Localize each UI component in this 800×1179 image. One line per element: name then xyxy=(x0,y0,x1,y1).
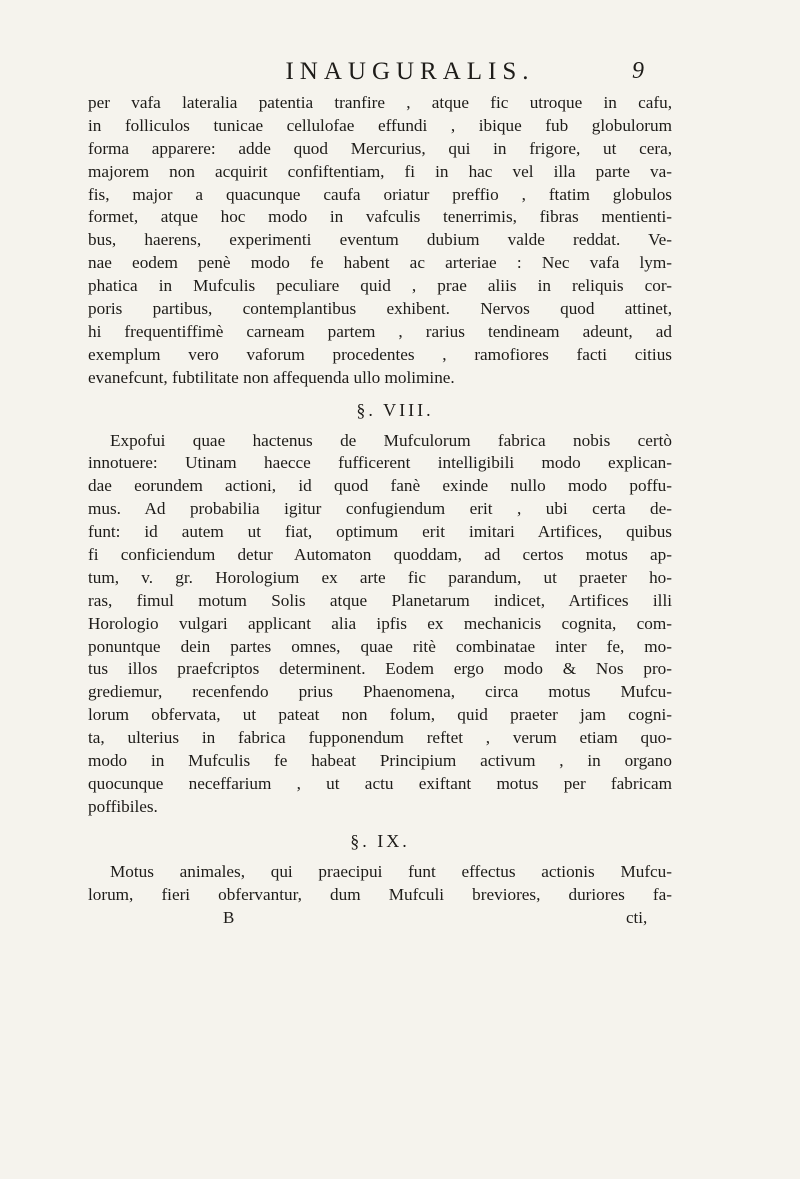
section-viii-paragraph xyxy=(88,430,672,819)
text-line: in folliculos tunicae cellulofae effundi , ibique fub globulorum xyxy=(88,115,672,135)
text-line: modo in Mufculis fe habeat Principium activum , in organo xyxy=(88,751,672,771)
text-line: funt: id autem ut fiat, optimum erit imitari Artifices, quibus xyxy=(88,522,672,542)
text-line: lorum, fieri obfervantur, dum Mufculi breviores, duriores fa- xyxy=(88,884,672,904)
text-line: poris partibus, contemplantibus exhibent. Nervos quod attinet, xyxy=(88,299,672,319)
page-footer xyxy=(88,907,672,929)
running-head xyxy=(0,58,800,92)
text-line: evanefcunt, fubtilitate non affequenda ullo molimine. xyxy=(88,367,455,387)
text-line: quocunque neceffarium , ut actu exiftant motus per fabricam xyxy=(88,773,672,793)
text-line: hi frequentiffimè carneam partem , rarius tendineam adeunt, ad xyxy=(88,321,672,341)
text-line: poffibiles. xyxy=(88,796,158,816)
text-line: tus illos praefcriptos determinent. Eodem ergo modo & Nos pro- xyxy=(88,659,672,679)
text-line: per vafa lateralia patentia tranfire , atque fic utroque in cafu, xyxy=(88,93,672,112)
text-line: lorum obfervata, ut pateat non folum, quid praeter jam cogni- xyxy=(88,705,672,725)
catchword: cti, xyxy=(626,907,648,927)
text-line: Expofui quae hactenus de Mufculorum fabrica nobis certò xyxy=(110,430,672,450)
text-line: Motus animales, qui praecipui funt effectus actionis Mufcu- xyxy=(110,861,672,881)
text-line: formet, atque hoc modo in vafculis tenerrimis, fibras mentienti- xyxy=(88,207,672,227)
text-line: ta, ulterius in fabrica fupponendum reftet , verum etiam quo- xyxy=(88,728,672,748)
section-heading-viii: §. VIII. xyxy=(356,399,434,420)
text-line: innotuere: Utinam haecce fufficerent intelligibili modo explican- xyxy=(88,453,672,473)
text-line: nae eodem penè modo fe habent ac arteriae : Nec vafa lym- xyxy=(88,253,672,273)
text-line: phatica in Mufculis peculiare quid , prae aliis in reliquis cor- xyxy=(88,276,672,296)
page-number: 9 xyxy=(632,58,644,84)
text-line: fi conficiendum detur Automaton quoddam, ad certos motus ap- xyxy=(88,545,672,565)
section-heading-ix: §. IX. xyxy=(350,830,410,851)
body-text xyxy=(88,92,672,929)
text-line: ras, fimul motum Solis atque Planetarum indicet, Artifices illi xyxy=(88,590,672,610)
paragraph-1 xyxy=(88,92,672,390)
text-line: dae eorundem actioni, id quod fanè exinde nullo modo poffu- xyxy=(88,476,672,496)
signature-mark: B xyxy=(223,907,235,927)
section-ix-paragraph xyxy=(88,861,672,907)
text-line: mus. Ad probabilia igitur confugiendum erit , ubi certa de- xyxy=(88,499,672,519)
text-line: exemplum vero vaforum procedentes , ramofiores facti citius xyxy=(88,344,672,364)
text-line: majorem non acquirit confiftentiam, fi in hac vel illa parte va- xyxy=(88,161,672,181)
running-title: INAUGURALIS. xyxy=(285,58,535,85)
text-line: grediemur, recenfendo prius Phaenomena, circa motus Mufcu- xyxy=(88,682,672,702)
text-line: Horologio vulgari applicant alia ipfis ex mechanicis cognita, com- xyxy=(88,613,672,633)
text-line: forma apparere: adde quod Mercurius, qui in frigore, ut cera, xyxy=(88,138,672,158)
text-line: fis, major a quacunque caufa oriatur preffio , ftatim globulos xyxy=(88,184,672,204)
text-line: bus, haerens, experimenti eventum dubium valde reddat. Ve- xyxy=(88,230,672,250)
text-line: ponuntque dein partes omnes, quae ritè combinatae inter fe, mo- xyxy=(88,636,672,656)
text-line: tum, v. gr. Horologium ex arte fic parandum, ut praeter ho- xyxy=(88,567,672,587)
